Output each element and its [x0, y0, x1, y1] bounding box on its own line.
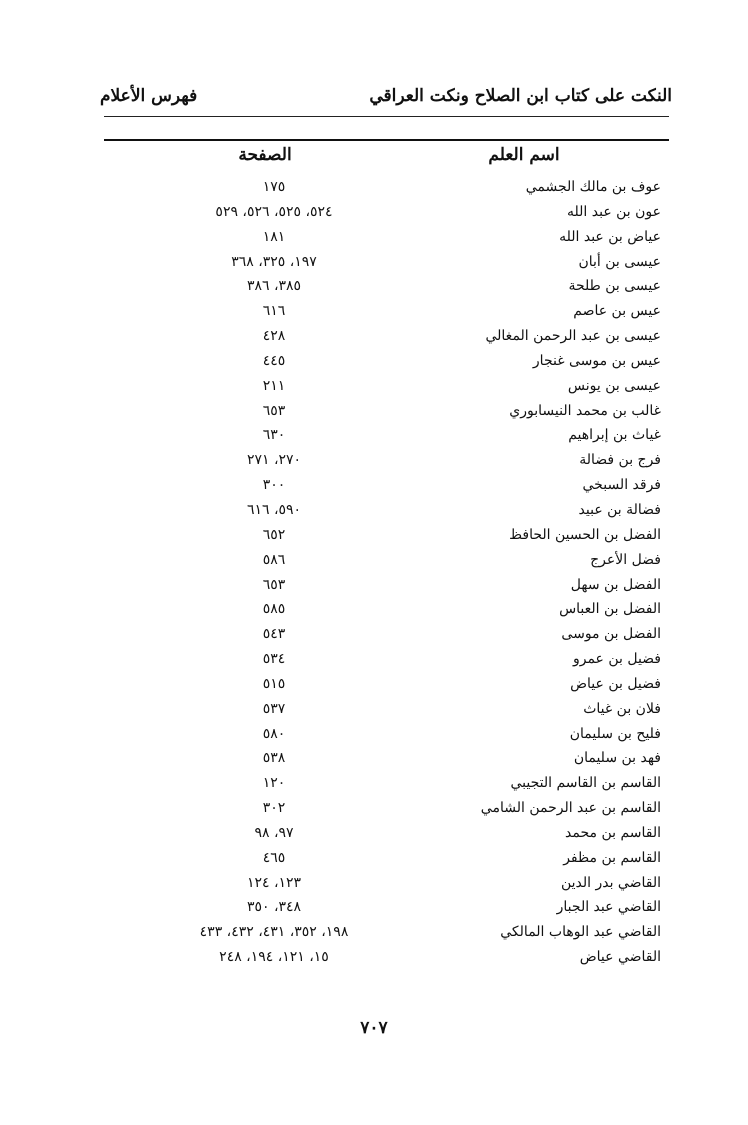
person-name: عيسى بن عبد الرحمن المغالي — [485, 328, 661, 345]
table-row — [104, 349, 669, 374]
page-references: ٦٥٣ — [262, 576, 286, 593]
person-name: الفضل بن الحسين الحافظ — [509, 526, 661, 543]
page-references: ٣٤٨، ٣٥٠ — [246, 899, 302, 916]
table-row — [104, 548, 669, 573]
table-row — [104, 399, 669, 424]
table-row — [104, 324, 669, 349]
table-row — [104, 274, 669, 299]
page-references: ١٩٨، ٣٥٢، ٤٣١، ٤٣٢، ٤٣٣ — [199, 924, 349, 941]
person-name: القاسم بن القاسم التجيبي — [510, 775, 661, 792]
person-name: فضيل بن عمرو — [572, 651, 661, 668]
person-name: الفضل بن العباس — [559, 601, 661, 618]
page-references: ٥٢٤، ٥٢٥، ٥٢٦، ٥٢٩ — [215, 203, 333, 220]
table-row — [104, 498, 669, 523]
page-references: ٤٢٨ — [262, 328, 286, 345]
person-name: عيس بن عاصم — [573, 303, 661, 320]
book-title: النكت على كتاب ابن الصلاح ونكت العراقي — [369, 86, 672, 106]
section-title: فهرس الأعلام — [100, 86, 198, 106]
person-name: الفضل بن سهل — [570, 576, 661, 593]
index-table — [104, 175, 669, 970]
person-name: فهد بن سليمان — [573, 750, 661, 767]
page-references: ١٥، ١٢١، ١٩٤، ٢٤٨ — [219, 949, 329, 966]
person-name: فرج بن فضالة — [579, 452, 661, 469]
table-row — [104, 846, 669, 871]
person-name: عياض بن عبد الله — [559, 228, 661, 245]
table-row — [104, 945, 669, 970]
table-row — [104, 871, 669, 896]
person-name: فضل الأعرج — [590, 551, 661, 568]
table-row — [104, 771, 669, 796]
page-references: ٣٨٥، ٣٨٦ — [246, 278, 302, 295]
page-references: ٥٨٦ — [262, 551, 286, 568]
table-row — [104, 250, 669, 275]
page-references: ٥٣٧ — [262, 700, 286, 717]
header-rule — [104, 116, 669, 117]
table-row — [104, 920, 669, 945]
table-row — [104, 821, 669, 846]
person-name: غياث بن إبراهيم — [568, 427, 661, 444]
table-row — [104, 299, 669, 324]
table-row — [104, 225, 669, 250]
person-name: عيسى بن أبان — [578, 253, 661, 270]
person-name: القاسم بن مظفر — [563, 849, 661, 866]
table-row — [104, 523, 669, 548]
page-references: ٩٧، ٩٨ — [254, 824, 294, 841]
person-name: القاضي عياض — [579, 949, 661, 966]
person-name: عيس بن موسى غنجار — [532, 352, 661, 369]
page-references: ٥٨٠ — [262, 725, 286, 742]
table-top-rule — [104, 139, 669, 141]
page-references: ٥٣٨ — [262, 750, 286, 767]
table-row — [104, 573, 669, 598]
page-references: ٥٩٠، ٦١٦ — [246, 501, 302, 518]
page-references: ١٩٧، ٣٢٥، ٣٦٨ — [231, 253, 317, 270]
person-name: عيسى بن يونس — [567, 377, 661, 394]
page-references: ٢٧٠، ٢٧١ — [246, 452, 302, 469]
page-references: ٦٥٢ — [262, 526, 286, 543]
page-references: ٤٦٥ — [262, 849, 286, 866]
person-name: فليح بن سليمان — [569, 725, 661, 742]
table-row — [104, 175, 669, 200]
table-row — [104, 895, 669, 920]
table-row — [104, 473, 669, 498]
person-name: القاسم بن عبد الرحمن الشامي — [480, 800, 661, 817]
person-name: غالب بن محمد النيسابوري — [509, 402, 661, 419]
table-row — [104, 647, 669, 672]
person-name: القاضي عبد الجبار — [556, 899, 661, 916]
table-row — [104, 374, 669, 399]
person-name: القاضي عبد الوهاب المالكي — [500, 924, 661, 941]
table-row — [104, 697, 669, 722]
page-references: ٥٣٤ — [262, 651, 286, 668]
page-references: ٦٥٣ — [262, 402, 286, 419]
page-references: ٥١٥ — [262, 675, 286, 692]
person-name: فضيل بن عياض — [570, 675, 661, 692]
person-name: فضالة بن عبيد — [578, 501, 661, 518]
running-header — [100, 86, 672, 112]
page-references: ١٢٣، ١٢٤ — [246, 874, 302, 891]
table-row — [104, 597, 669, 622]
page-references: ٣٠٢ — [262, 800, 286, 817]
page-references: ١٢٠ — [262, 775, 286, 792]
person-name: عوف بن مالك الجشمي — [525, 179, 661, 195]
page-references: ٦٣٠ — [262, 427, 286, 444]
person-name: فلان بن غياث — [583, 700, 661, 717]
table-row — [104, 200, 669, 225]
person-name: الفضل بن موسى — [561, 626, 661, 643]
person-name: عيسى بن طلحة — [568, 278, 661, 295]
person-name: فرقد السبخي — [582, 477, 661, 494]
page-references: ٥٨٥ — [262, 601, 286, 618]
table-row — [104, 796, 669, 821]
table-row — [104, 448, 669, 473]
page-references: ٤٤٥ — [262, 352, 286, 369]
page-references: ١٧٥ — [262, 179, 286, 195]
column-header-page: الصفحة — [238, 145, 292, 165]
page-number: ٧٠٧ — [360, 1018, 388, 1038]
page-references: ٥٤٣ — [262, 626, 286, 643]
page-references: ٢١١ — [262, 377, 286, 394]
table-row — [104, 622, 669, 647]
table-row — [104, 722, 669, 747]
person-name: عون بن عبد الله — [567, 203, 661, 220]
person-name: القاسم بن محمد — [565, 824, 661, 841]
table-row — [104, 423, 669, 448]
person-name: القاضي بدر الدين — [560, 874, 661, 891]
column-header-name: اسم العلم — [488, 145, 560, 165]
page-references: ٦١٦ — [262, 303, 286, 320]
page-references: ٣٠٠ — [262, 477, 286, 494]
table-row — [104, 672, 669, 697]
page-references: ١٨١ — [262, 228, 286, 245]
table-row — [104, 746, 669, 771]
